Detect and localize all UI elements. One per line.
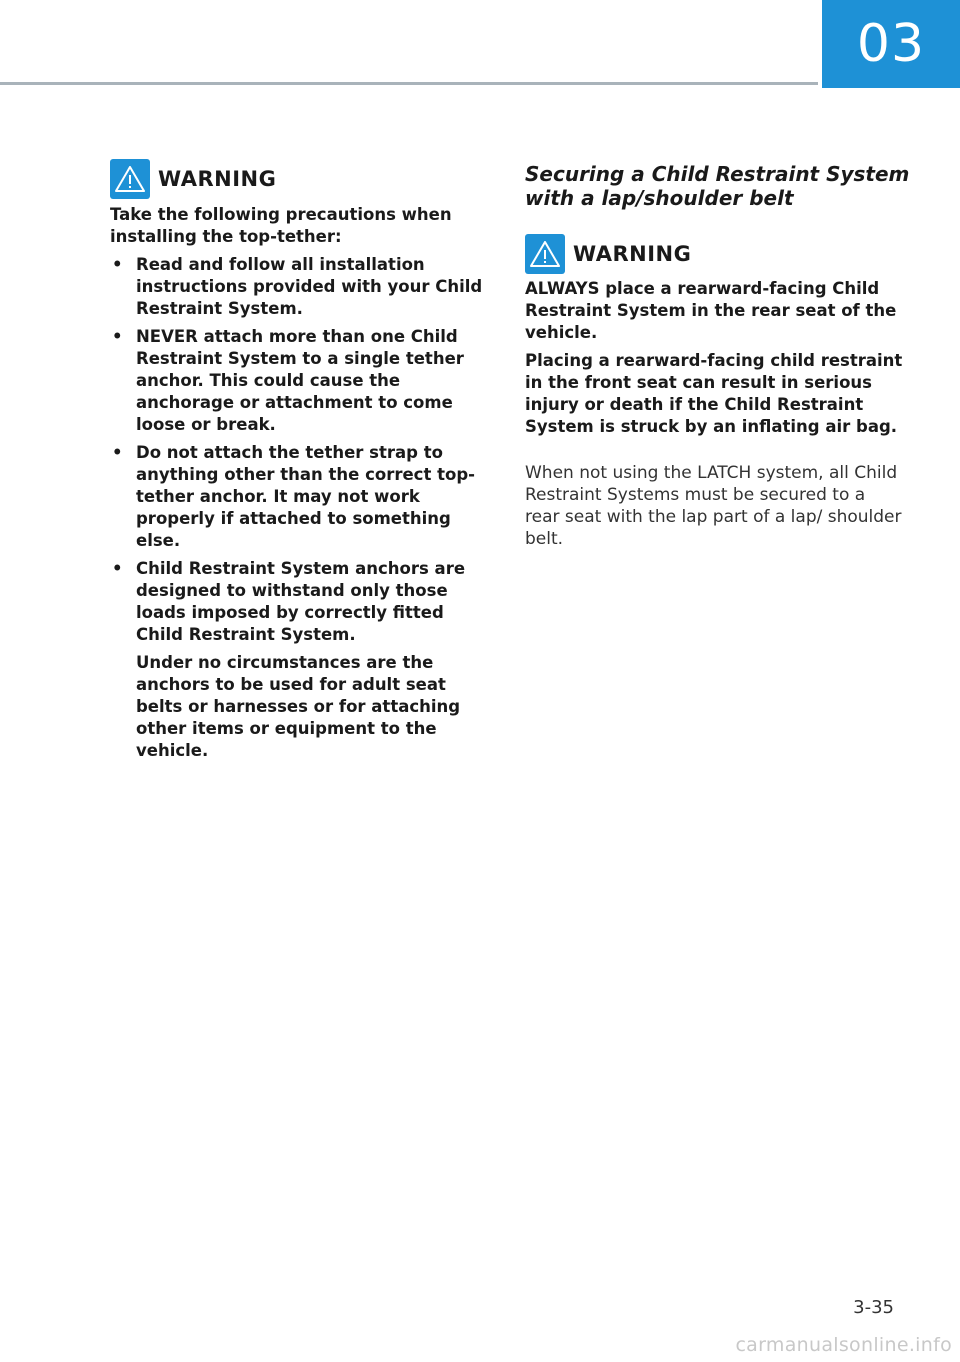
page-number: 3-35	[853, 1297, 894, 1318]
warning-label: WARNING	[573, 242, 692, 266]
list-item	[110, 326, 490, 436]
warning-header-left	[110, 159, 276, 199]
warning-triangle-icon	[110, 159, 150, 199]
list-item	[110, 442, 490, 552]
warning-body-left	[110, 204, 490, 762]
warning-triangle-icon	[525, 234, 565, 274]
warning-header-right	[525, 234, 691, 274]
section-title-line-1: Securing a Child Restraint System	[525, 162, 910, 186]
list-item	[110, 558, 490, 646]
precautions-list	[110, 254, 490, 646]
list-item-text: Child Restraint System anchors are designed to withstand only those loads imposed by correctly fitted Child Restraint System.	[136, 559, 466, 644]
warning-paragraph-2: Placing a rearward-facing child restraint in the front seat can result in serious injury or death if the Child Restraint System is struck by an inflating air bag.	[525, 351, 903, 436]
list-item-text: Read and follow all installation instructions provided with your Child Restraint System.	[136, 255, 483, 318]
body-text: When not using the LATCH system, all Child Restraint Systems must be secured to a rear seat with the lap part of a lap/ shoulder belt.	[525, 463, 902, 549]
warning-body-right	[525, 278, 910, 438]
section-title-line-2: with a lap/shoulder belt	[525, 186, 794, 210]
list-item	[110, 254, 490, 320]
section-title	[525, 162, 910, 210]
followup-paragraph: Under no circumstances are the anchors to be used for adult seat belts or harnesses or for attaching other items or equipment to the vehicle.	[136, 653, 461, 760]
list-item-text: NEVER attach more than one Child Restraint System to a single tether anchor. This could cause the anchorage or attachment to come loose or break.	[136, 327, 464, 434]
list-item-text: Do not attach the tether strap to anything other than the correct top-tether anchor. It may not work properly if attached to something else.	[136, 443, 475, 550]
watermark: carmanualsonline.info	[735, 1334, 952, 1356]
bullet-icon: •	[112, 327, 123, 346]
warning-intro: Take the following precautions when installing the top-tether:	[110, 205, 452, 246]
warning-label: WARNING	[158, 167, 277, 191]
body-paragraph	[525, 462, 905, 550]
bullet-icon: •	[112, 559, 123, 578]
bullet-icon: •	[112, 443, 123, 462]
warning-paragraph-1: ALWAYS place a rearward-facing Child Restraint System in the rear seat of the vehicle.	[525, 279, 897, 342]
bullet-icon: •	[112, 255, 123, 274]
header-rule	[0, 82, 818, 85]
chapter-tab: 03	[822, 0, 960, 88]
